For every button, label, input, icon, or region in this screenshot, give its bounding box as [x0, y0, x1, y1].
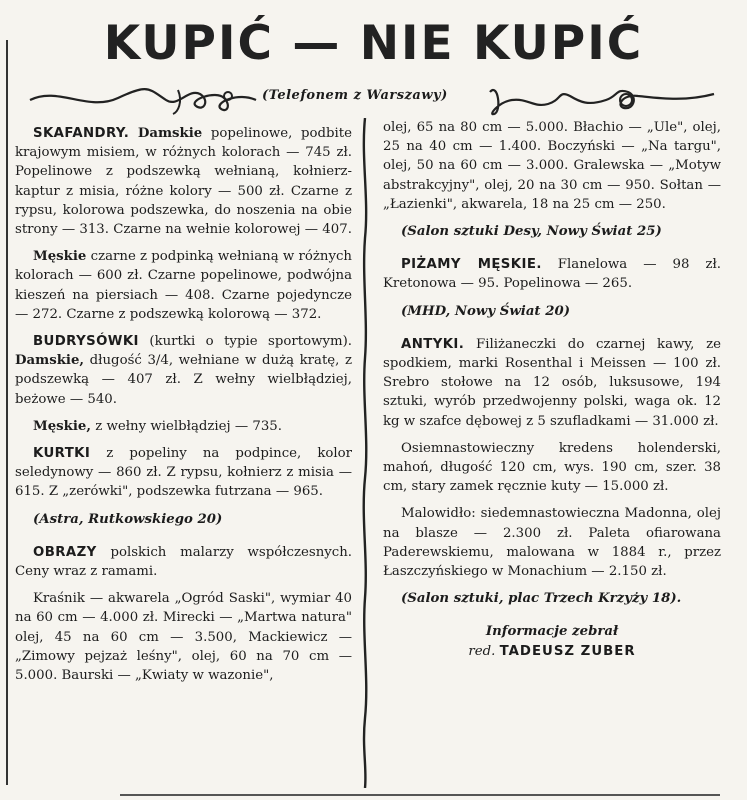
- pizamy-heading: PIŻAMY MĘSKIE.: [401, 257, 542, 273]
- meskie-budrysowki-paragraph: [15, 417, 352, 436]
- astra-source: (Astra, Rutkowskiego 20): [33, 511, 223, 527]
- author-credit: [383, 622, 721, 660]
- kurtki-paragraph: [15, 444, 352, 502]
- credit-name-line: [383, 642, 721, 661]
- credit-prefix: red.: [468, 643, 496, 659]
- obrazy-text: polskich malarzy współczesnych. Ceny wraz z ramami.: [15, 544, 353, 580]
- right-column: [383, 118, 721, 661]
- antyki-text: Filiżaneczki do czarnej kawy, ze spodkiem, marki Rosenthal i Meissen — 100 zł. Srebro stołowe na 12 osób, luksusowe, 194 sztuki, wyrób przedwojenny polski, waga ok. 12 kg w szafce dębowej z 5 szufladkami — 31.000 zł.: [383, 336, 721, 429]
- antyki-heading: ANTYKI.: [401, 336, 465, 352]
- left-margin-rule: [6, 40, 8, 785]
- right-flourish-icon: [488, 82, 718, 118]
- desa-source: (Salon sztuki Desy, Nowy Świat 25): [401, 224, 662, 240]
- mhd-source: (MHD, Nowy Świat 20): [401, 303, 570, 319]
- meskie2-text: z wełny wielbłądziej — 735.: [95, 418, 282, 434]
- skafandry-text: popelinowe, podbite krajowym misiem, w różnych kolorach — 745 zł. Popelinowe z podszewką wełnianą, kołnierz-kaptur z misia, różne kolory — 500 zł. Czarne z rypsu, kolorowa podszewka, do noszenia na obie strony — 313. Czarne na wełnie kolorowej — 407.: [15, 126, 352, 238]
- budrysowki-subheading: Damskie,: [15, 353, 85, 369]
- left-column: [15, 124, 352, 693]
- skafandry-heading: SKAFANDRY.: [33, 126, 130, 141]
- skafandry-paragraph: [15, 124, 352, 239]
- antyki-paragraph: [383, 335, 721, 431]
- salon-trzech-krzyzy-source: (Salon sztuki, plac Trzech Krzyży 18).: [401, 591, 682, 607]
- budrysowki-text2: długość 3/4, wełniane w dużą kratę, z podszewką — 407 zł. Z wełny wielbłądziej, beżowe — 540.: [15, 353, 352, 407]
- bottom-rule: [120, 794, 720, 796]
- credit-line: Informacje zebrał: [485, 624, 619, 640]
- kurtki-heading: KURTKI: [33, 446, 91, 462]
- obrazy-continued: olej, 65 na 80 cm — 5.000. Błachio — „Ule", olej, 25 na 40 cm — 1.400. Boczyński — „Na targu", olej, 50 na 60 cm — 3.000. Gralewska — „Motyw abstrakcyjny", olej, 20 na 30 cm — 950. Sołtan — „Łazienki", akwarela, 18 na 25 cm — 250.: [383, 120, 721, 212]
- pizamy-text: Flanelowa — 98 zł. Kretonowa — 95. Popelinowa — 265.: [383, 257, 721, 292]
- budrysowki-text1: (kurtki o typie sportowym).: [149, 334, 352, 350]
- article-title: KUPIĆ — NIE KUPIĆ: [103, 16, 644, 71]
- kurtki-text: z popeliny na podpince, kolor seledynowy — 860 zł. Z rypsu, kołnierz z misia — 615. Z „zerówki", podszewka futrzana — 965.: [15, 446, 352, 500]
- pizamy-paragraph: [383, 255, 721, 293]
- dateline-text: (Telefonem z Warszawy): [262, 88, 448, 103]
- budrysowki-heading: BUDRYSÓWKI: [33, 334, 139, 350]
- credit-author-name: TADEUSZ ZUBER: [499, 643, 636, 659]
- meskie-text: czarne z podpinką wełnianą w różnych kolorach — 600 zł. Czarne popelinowe, podwójna kieszeń na piersiach — 408. Czarne pojedyncze — 272. Czarne z podszewką kolorową — 372.: [15, 249, 352, 322]
- column-divider-icon: [358, 118, 372, 788]
- obrazy-paragraph: [15, 543, 352, 581]
- skafandry-subheading: Damskie: [137, 126, 203, 141]
- left-flourish-icon: [28, 82, 258, 118]
- budrysowki-paragraph: [15, 332, 352, 409]
- obrazy-list: Kraśnik — akwarela „Ogród Saski", wymiar 40 na 60 cm — 4.000 zł. Mirecki — „Martwa natura" olej, 45 na 60 cm — 3.500, Mackiewicz — „Zimowy pejzaż leśny", olej, 60 na 70 cm — 5.000. Baurski — „Kwiaty w wazonie",: [15, 591, 352, 684]
- obrazy-heading: OBRAZY: [33, 544, 97, 560]
- meskie-lead: Męskie: [33, 249, 87, 265]
- kredens-paragraph: Osiemnastowieczny kredens holenderski, mahoń, długość 120 cm, wys. 190 cm, szer. 38 cm, stary zamek ręcznie kuty — 15.000 zł.: [383, 440, 721, 495]
- dateline-ornament: [0, 82, 747, 118]
- meskie2-lead: Męskie,: [33, 418, 92, 434]
- meskie-skafandry-paragraph: [15, 247, 352, 324]
- malowidlo-paragraph: Malowidło: siedemnastowieczna Madonna, olej na blasze — 2.300 zł. Paleta ofiarowana Paderewskiemu, malowana w 1884 r., przez Łaszczyńskiego w Monachium — 2.150 zł.: [383, 506, 721, 580]
